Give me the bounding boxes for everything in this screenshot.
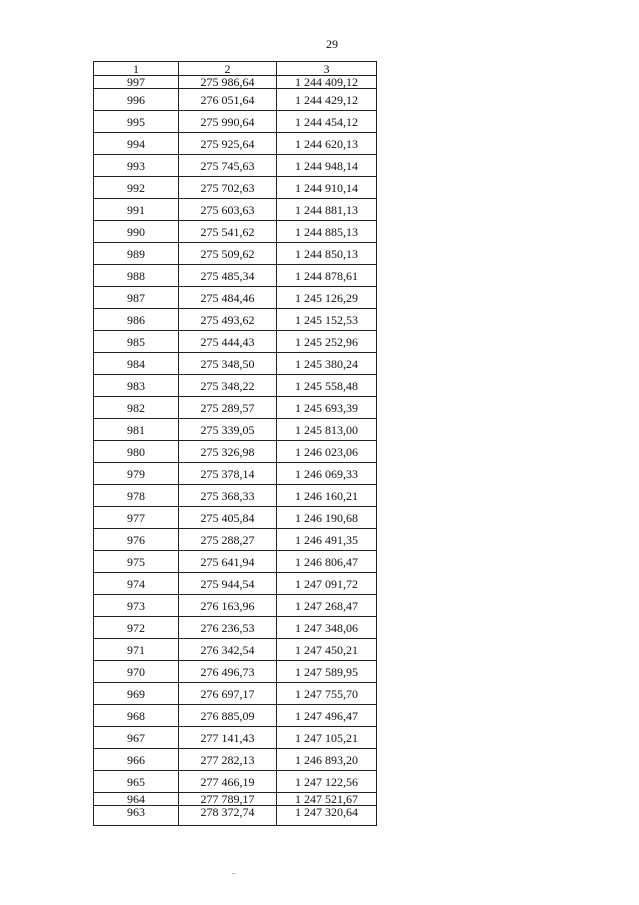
- point-number-cell: 976: [94, 529, 179, 551]
- x-coordinate-cell: 275 368,33: [179, 485, 277, 507]
- point-number-cell: 986: [94, 309, 179, 331]
- table-row: [94, 89, 377, 111]
- x-coordinate-cell: 275 485,34: [179, 265, 277, 287]
- x-coordinate-cell: 277 789,17: [179, 793, 277, 806]
- y-coordinate-cell: 1 245 152,53: [277, 309, 377, 331]
- point-number-cell: 981: [94, 419, 179, 441]
- x-coordinate-cell: 277 466,19: [179, 771, 277, 793]
- y-coordinate-cell: 1 244 409,12: [277, 76, 377, 89]
- scan-speck: [232, 873, 235, 874]
- y-coordinate-cell: 1 244 850,13: [277, 243, 377, 265]
- y-coordinate-cell: 1 247 496,47: [277, 705, 377, 727]
- x-coordinate-cell: 275 509,62: [179, 243, 277, 265]
- point-number-cell: 996: [94, 89, 179, 111]
- point-number-cell: 971: [94, 639, 179, 661]
- point-number-cell: 995: [94, 111, 179, 133]
- y-coordinate-cell: 1 247 450,21: [277, 639, 377, 661]
- y-coordinate-cell: 1 245 380,24: [277, 353, 377, 375]
- table-row: [94, 595, 377, 617]
- y-coordinate-cell: 1 246 491,35: [277, 529, 377, 551]
- x-coordinate-cell: 275 925,64: [179, 133, 277, 155]
- table-row: [94, 771, 377, 793]
- x-coordinate-cell: 275 484,46: [179, 287, 277, 309]
- point-number-cell: 997: [94, 76, 179, 89]
- column-header-1: 1: [94, 62, 179, 76]
- y-coordinate-cell: 1 244 454,12: [277, 111, 377, 133]
- y-coordinate-cell: 1 244 885,13: [277, 221, 377, 243]
- table-row: [94, 177, 377, 199]
- y-coordinate-cell: 1 246 806,47: [277, 551, 377, 573]
- table-row: [94, 749, 377, 771]
- table-row: [94, 199, 377, 221]
- point-number-cell: 994: [94, 133, 179, 155]
- y-coordinate-cell: 1 247 320,64: [277, 806, 377, 826]
- table-row: [94, 507, 377, 529]
- table-row: [94, 287, 377, 309]
- table-row: [94, 243, 377, 265]
- y-coordinate-cell: 1 245 813,00: [277, 419, 377, 441]
- x-coordinate-cell: 277 141,43: [179, 727, 277, 749]
- point-number-cell: 992: [94, 177, 179, 199]
- table-row: [94, 683, 377, 705]
- y-coordinate-cell: 1 247 348,06: [277, 617, 377, 639]
- table-row: [94, 705, 377, 727]
- x-coordinate-cell: 275 745,63: [179, 155, 277, 177]
- x-coordinate-cell: 277 282,13: [179, 749, 277, 771]
- table-row: [94, 133, 377, 155]
- point-number-cell: 979: [94, 463, 179, 485]
- y-coordinate-cell: 1 246 893,20: [277, 749, 377, 771]
- x-coordinate-cell: 276 236,53: [179, 617, 277, 639]
- y-coordinate-cell: 1 245 558,48: [277, 375, 377, 397]
- x-coordinate-cell: 275 493,62: [179, 309, 277, 331]
- y-coordinate-cell: 1 244 620,13: [277, 133, 377, 155]
- point-number-cell: 984: [94, 353, 179, 375]
- y-coordinate-cell: 1 247 122,56: [277, 771, 377, 793]
- y-coordinate-cell: 1 244 429,12: [277, 89, 377, 111]
- table-row: [94, 76, 377, 89]
- point-number-cell: 973: [94, 595, 179, 617]
- y-coordinate-cell: 1 247 268,47: [277, 595, 377, 617]
- table-row: [94, 155, 377, 177]
- x-coordinate-cell: 275 288,27: [179, 529, 277, 551]
- y-coordinate-cell: 1 247 755,70: [277, 683, 377, 705]
- x-coordinate-cell: 275 348,50: [179, 353, 277, 375]
- table-row: [94, 793, 377, 806]
- x-coordinate-cell: 275 326,98: [179, 441, 277, 463]
- table-row: [94, 397, 377, 419]
- x-coordinate-cell: 275 289,57: [179, 397, 277, 419]
- table-row: [94, 617, 377, 639]
- point-number-cell: 966: [94, 749, 179, 771]
- y-coordinate-cell: 1 247 091,72: [277, 573, 377, 595]
- point-number-cell: 967: [94, 727, 179, 749]
- point-number-cell: 965: [94, 771, 179, 793]
- table-row: [94, 441, 377, 463]
- point-number-cell: 975: [94, 551, 179, 573]
- table-row: [94, 221, 377, 243]
- x-coordinate-cell: 275 944,54: [179, 573, 277, 595]
- x-coordinate-cell: 275 444,43: [179, 331, 277, 353]
- y-coordinate-cell: 1 244 948,14: [277, 155, 377, 177]
- table-row: [94, 639, 377, 661]
- point-number-cell: 969: [94, 683, 179, 705]
- x-coordinate-cell: 275 702,63: [179, 177, 277, 199]
- point-number-cell: 972: [94, 617, 179, 639]
- point-number-cell: 990: [94, 221, 179, 243]
- x-coordinate-cell: 276 342,54: [179, 639, 277, 661]
- point-number-cell: 987: [94, 287, 179, 309]
- y-coordinate-cell: 1 245 693,39: [277, 397, 377, 419]
- table-row: [94, 727, 377, 749]
- y-coordinate-cell: 1 247 105,21: [277, 727, 377, 749]
- table-row: [94, 573, 377, 595]
- x-coordinate-cell: 275 541,62: [179, 221, 277, 243]
- table-row: [94, 375, 377, 397]
- table-row: [94, 661, 377, 683]
- y-coordinate-cell: 1 245 252,96: [277, 331, 377, 353]
- point-number-cell: 982: [94, 397, 179, 419]
- point-number-cell: 977: [94, 507, 179, 529]
- point-number-cell: 968: [94, 705, 179, 727]
- y-coordinate-cell: 1 246 069,33: [277, 463, 377, 485]
- table-row: [94, 419, 377, 441]
- x-coordinate-cell: 275 378,14: [179, 463, 277, 485]
- x-coordinate-cell: 275 603,63: [179, 199, 277, 221]
- table-row: [94, 331, 377, 353]
- x-coordinate-cell: 275 405,84: [179, 507, 277, 529]
- x-coordinate-cell: 278 372,74: [179, 806, 277, 826]
- table-row: [94, 485, 377, 507]
- point-number-cell: 964: [94, 793, 179, 806]
- point-number-cell: 991: [94, 199, 179, 221]
- point-number-cell: 993: [94, 155, 179, 177]
- point-number-cell: 978: [94, 485, 179, 507]
- table-row: [94, 309, 377, 331]
- y-coordinate-cell: 1 247 521,67: [277, 793, 377, 806]
- x-coordinate-cell: 275 348,22: [179, 375, 277, 397]
- x-coordinate-cell: 276 051,64: [179, 89, 277, 111]
- point-number-cell: 974: [94, 573, 179, 595]
- x-coordinate-cell: 275 990,64: [179, 111, 277, 133]
- x-coordinate-cell: 275 339,05: [179, 419, 277, 441]
- page-number: 29: [326, 37, 338, 51]
- y-coordinate-cell: 1 247 589,95: [277, 661, 377, 683]
- point-number-cell: 970: [94, 661, 179, 683]
- table-row: [94, 265, 377, 287]
- x-coordinate-cell: 275 641,94: [179, 551, 277, 573]
- y-coordinate-cell: 1 244 881,13: [277, 199, 377, 221]
- y-coordinate-cell: 1 246 160,21: [277, 485, 377, 507]
- coordinates-table: [93, 61, 377, 826]
- x-coordinate-cell: 276 885,09: [179, 705, 277, 727]
- point-number-cell: 985: [94, 331, 179, 353]
- table-row: [94, 551, 377, 573]
- point-number-cell: 988: [94, 265, 179, 287]
- column-header-3: 3: [277, 62, 377, 76]
- column-header-2: 2: [179, 62, 277, 76]
- table-row: [94, 353, 377, 375]
- y-coordinate-cell: 1 244 910,14: [277, 177, 377, 199]
- table-row: [94, 529, 377, 551]
- table-row: [94, 806, 377, 826]
- x-coordinate-cell: 276 697,17: [179, 683, 277, 705]
- x-coordinate-cell: 276 163,96: [179, 595, 277, 617]
- point-number-cell: 989: [94, 243, 179, 265]
- point-number-cell: 980: [94, 441, 179, 463]
- point-number-cell: 983: [94, 375, 179, 397]
- x-coordinate-cell: 276 496,73: [179, 661, 277, 683]
- table-row: [94, 111, 377, 133]
- table-row: [94, 463, 377, 485]
- y-coordinate-cell: 1 246 190,68: [277, 507, 377, 529]
- y-coordinate-cell: 1 246 023,06: [277, 441, 377, 463]
- y-coordinate-cell: 1 244 878,61: [277, 265, 377, 287]
- table-header-row: [94, 62, 377, 76]
- x-coordinate-cell: 275 986,64: [179, 76, 277, 89]
- point-number-cell: 963: [94, 806, 179, 826]
- y-coordinate-cell: 1 245 126,29: [277, 287, 377, 309]
